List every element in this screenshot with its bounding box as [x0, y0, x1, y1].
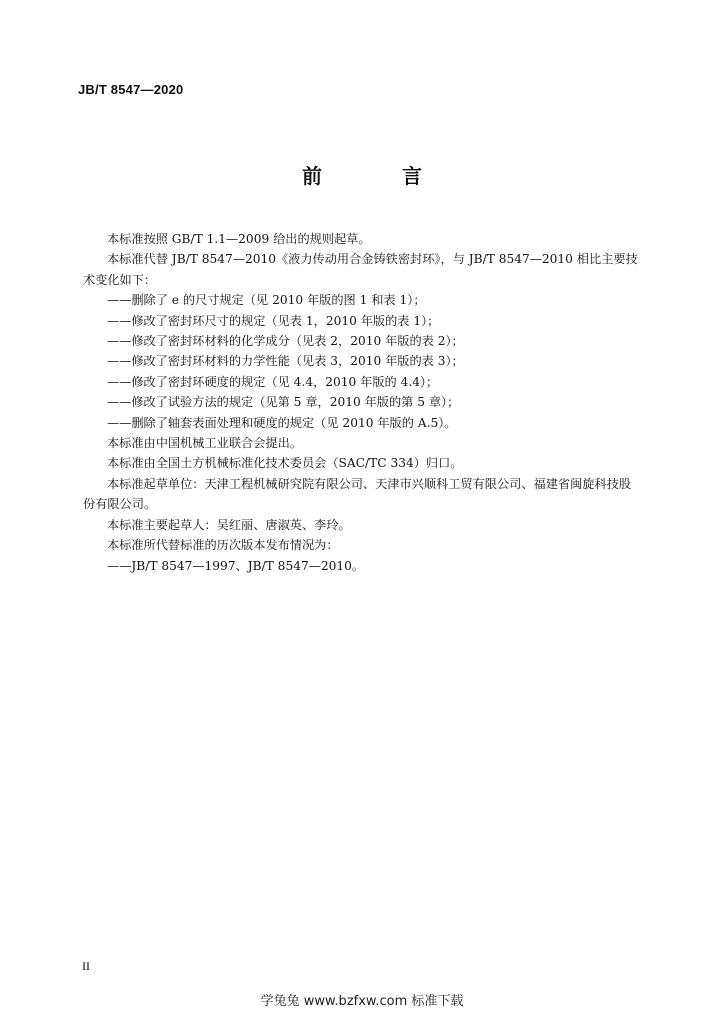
change-item: ——修改了试验方法的规定（见第 5 章，2010 年版的第 5 章）； — [107, 395, 460, 410]
paragraph: 本标准按照 GB/T 1.1—2009 给出的规则起草。 — [107, 232, 371, 246]
paragraph: 本标准起草单位：天津工程机械研究院有限公司、天津市兴顺科工贸有限公司、福建省闽旋科技股份有限公司。 — [83, 476, 632, 512]
footer-watermark: 学兔兔 www.bzfxw.com 标准下载 — [260, 994, 464, 1009]
change-item: ——删除了 e 的尺寸规定（见 2010 年版的图 1 和表 1）； — [107, 293, 426, 308]
paragraph: 本标准所代替标准的历次版本发布情况为： — [107, 538, 339, 553]
paragraph: ——JB/T 8547—1997、JB/T 8547—2010。 — [107, 558, 365, 573]
foreword-body — [83, 229, 643, 576]
change-item: ——修改了密封环材料的化学成分（见表 2，2010 年版的表 2）； — [107, 334, 464, 349]
change-item: ——修改了密封环硬度的规定（见 4.4，2010 年版的 4.4）； — [107, 374, 439, 389]
paragraph: 本标准由全国土方机械标准化技术委员会（SAC/TC 334）归口。 — [107, 456, 463, 471]
page-title: 前 言 — [302, 164, 452, 188]
change-item: ——修改了密封环尺寸的规定（见表 1，2010 年版的表 1）； — [107, 313, 440, 328]
paragraph: 本标准主要起草人：吴红丽、唐淑英、李玲。 — [107, 517, 351, 532]
standard-code: JB/T 8547—2020 — [78, 82, 184, 97]
page-number: II — [82, 959, 90, 973]
paragraph: 本标准代替 JB/T 8547—2010《液力传动用合金铸铁密封环》，与 JB/T 8547—2010 相比主要技术变化如下： — [83, 252, 638, 287]
change-item: ——修改了密封环材料的力学性能（见表 3，2010 年版的表 3）； — [107, 354, 464, 369]
change-item: ——删除了轴套表面处理和硬度的规定（见 2010 年版的 A.5）。 — [107, 415, 457, 430]
paragraph: 本标准由中国机械工业联合会提出。 — [107, 436, 302, 451]
